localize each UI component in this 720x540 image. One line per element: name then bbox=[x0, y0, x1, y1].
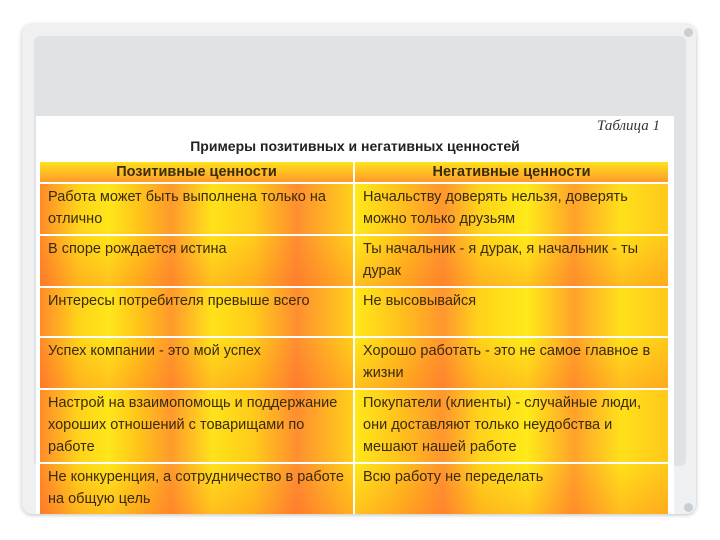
table-row bbox=[39, 235, 669, 287]
table-row bbox=[39, 337, 669, 389]
table-row bbox=[39, 183, 669, 235]
negative-value-cell: Ты начальник - я дурак, я начальник - ты дурак bbox=[354, 235, 669, 287]
table-row bbox=[39, 463, 669, 514]
negative-value-cell: Начальству доверять нельзя, доверять можно только друзьям bbox=[354, 183, 669, 235]
column-header-negative: Негативные ценности bbox=[354, 161, 669, 183]
negative-value-cell: Всю работу не переделать bbox=[354, 463, 669, 514]
column-header-positive: Позитивные ценности bbox=[39, 161, 354, 183]
table-row bbox=[39, 389, 669, 463]
positive-value-cell: В споре рождается истина bbox=[39, 235, 354, 287]
table-header-row bbox=[39, 161, 669, 183]
negative-value-cell: Хорошо работать - это не самое главное в жизни bbox=[354, 337, 669, 389]
negative-value-cell: Не высовывайся bbox=[354, 287, 669, 337]
values-table bbox=[38, 160, 670, 514]
positive-value-cell: Интересы потребителя превыше всего bbox=[39, 287, 354, 337]
table-caption: Таблица 1 bbox=[597, 118, 660, 134]
slide-dot-top-icon bbox=[684, 28, 693, 37]
positive-value-cell: Настрой на взаимопомощь и поддержание хороших отношений с товарищами по работе bbox=[39, 389, 354, 463]
positive-value-cell: Не конкуренция, а сотрудничество в работе на общую цель bbox=[39, 463, 354, 514]
table-title: Примеры позитивных и негативных ценностей bbox=[190, 138, 520, 154]
document-image bbox=[36, 116, 674, 514]
positive-value-cell: Работа может быть выполнена только на отлично bbox=[39, 183, 354, 235]
table-row bbox=[39, 287, 669, 337]
slide-dot-bottom-icon bbox=[684, 503, 693, 512]
positive-value-cell: Успех компании - это мой успех bbox=[39, 337, 354, 389]
negative-value-cell: Покупатели (клиенты) - случайные люди, они доставляют только неудобства и мешают нашей работе bbox=[354, 389, 669, 463]
